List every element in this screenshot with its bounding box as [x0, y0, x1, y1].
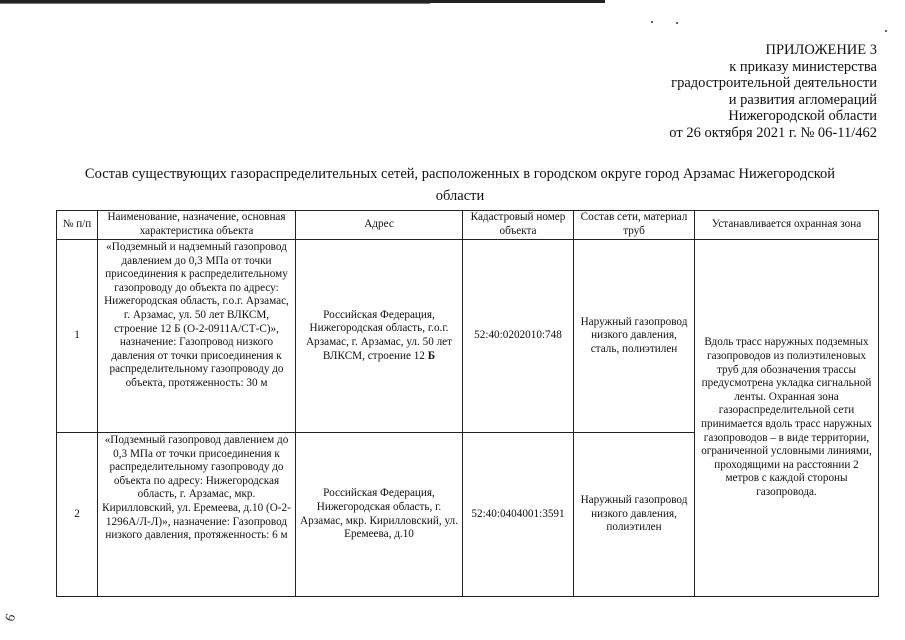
document-title-line: Состав существующих газораспределительных сетей, расположенных в городском округе город Арзамас Нижегородской — [84, 166, 836, 182]
gas-network-table — [56, 210, 879, 597]
network-composition: Наружный газопровод низкого давления, полиэтилен — [574, 433, 695, 597]
appendix-line: и развития агломераций — [728, 91, 877, 108]
header-network: Состав сети, материал труб — [574, 211, 695, 240]
document-title-line: области — [435, 188, 485, 204]
table-row — [57, 240, 879, 433]
scan-top-border-thin — [0, 3, 430, 4]
header-cadastral: Кадастровый номер объекта — [463, 211, 574, 240]
appendix-line: от 26 октября 2021 г. № 06-11/462 — [669, 124, 877, 141]
appendix-line: ПРИЛОЖЕНИЕ 3 — [765, 42, 877, 58]
scan-speck — [676, 22, 678, 24]
address-building-letter: Б — [427, 349, 436, 362]
header-num: № п/п — [57, 211, 98, 240]
table-header-row — [57, 211, 879, 240]
appendix-header — [547, 42, 877, 142]
header-zone: Устанавливается охранная зона — [695, 211, 879, 240]
object-description: «Подземный газопровод давлением до 0,3 МПа от точки присоединения к распределительному газопроводу до объекта по адресу: Нижегородская область, г. Арзамас, мкр. Кирилловский, ул. Еремеева, д.10 (О-2-1296А/Л-Л)», назначение: Газопровод низкого давления, протяженность: 6 м — [98, 433, 296, 597]
scan-speck — [885, 30, 887, 32]
row-num: 1 — [57, 240, 98, 433]
address-text: Российская Федерация, Нижегородская область, г.о.г. Арзамас, г. Арзамас, ул. 50 лет ВЛКСМ, строение 12 — [305, 308, 453, 362]
row-num: 2 — [57, 433, 98, 597]
header-name: Наименование, назначение, основная характеристика объекта — [98, 211, 296, 240]
appendix-line: градостроительной деятельности — [671, 75, 877, 92]
appendix-line: Нижегородской области — [728, 108, 877, 125]
object-address — [296, 240, 463, 433]
scan-speck — [651, 21, 653, 23]
cadastral-number: 52:40:0404001:3591 — [463, 433, 574, 597]
network-composition: Наружный газопровод низкого давления, сталь, полиэтилен — [574, 240, 695, 433]
appendix-line: к приказу министерства — [729, 58, 877, 75]
protection-zone: Вдоль трасс наружных подземных газопроводов из полиэтиленовых труб для обозначения трассы предусмотрена укладка сигнальной ленты. Охранная зона газораспределительной сети принимается вдоль трасс наружных газопроводов – в виде территории, ограниченной условными линиями, проходящими на расстоянии 2 метров с каждой стороны газопровода. — [695, 240, 879, 597]
header-address: Адрес — [296, 211, 463, 240]
cadastral-number: 52:40:0202010:748 — [463, 240, 574, 433]
page-number-mark: 6 — [2, 611, 20, 624]
object-address: Российская Федерация, Нижегородская область, г. Арзамас, мкр. Кирилловский, ул. Еремеева, д.10 — [296, 433, 463, 597]
object-description: «Подземный и надземный газопровод давлением до 0,3 МПа от точки присоединения к распределительному газопроводу до объекта по адресу: Нижегородская область, г.о.г. Арзамас, г. Арзамас, ул. 50 лет ВЛКСМ, строение 12 Б (О-2-0911А/СТ-С)», назначение: Газопровод низкого давления от точки присоединения к распределительному газопроводу до объекта, протяженность: 30 м — [98, 240, 296, 433]
document-title — [40, 163, 880, 207]
